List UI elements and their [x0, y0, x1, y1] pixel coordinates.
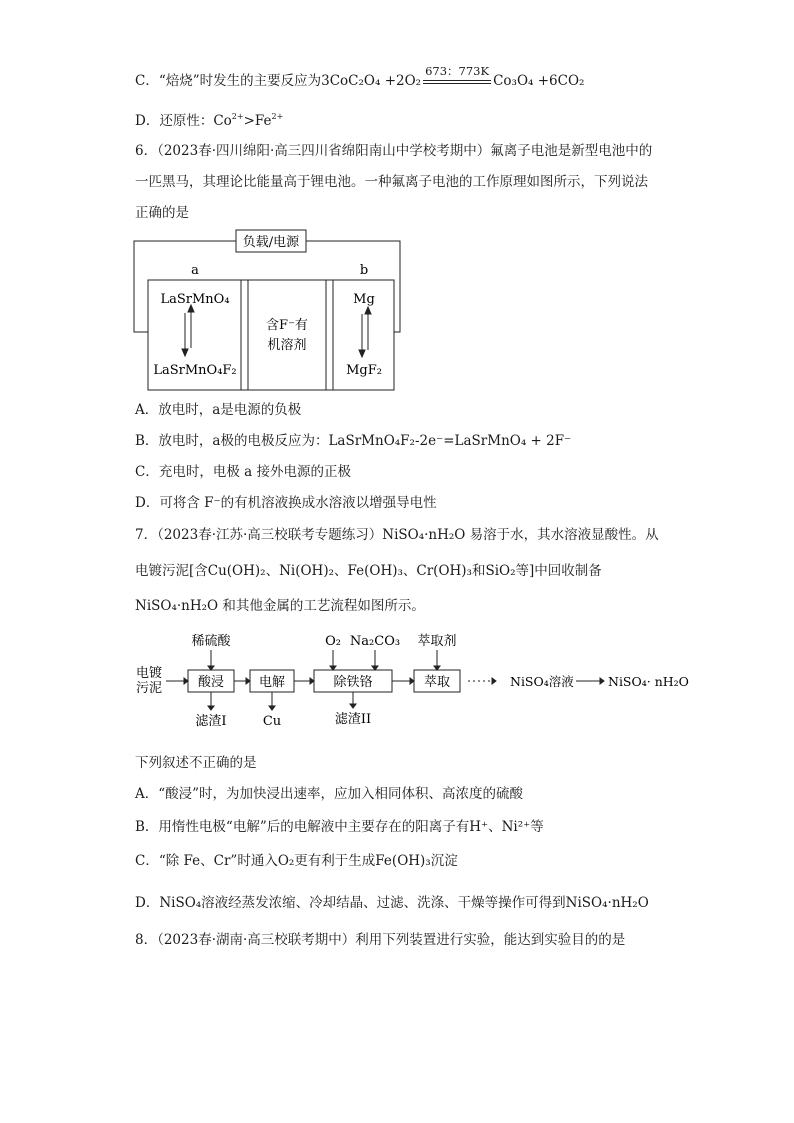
reaction-condition [423, 63, 491, 90]
q7-question: 下列叙述不正确的是 [135, 755, 257, 771]
right-bottom-species: MgF₂ [346, 363, 382, 378]
option-7a: A．“酸浸”时，为加快浸出速率，应加入相同体积、高浓度的硫酸 [135, 786, 524, 802]
option-5d-label: D．还原性： [135, 113, 214, 129]
input-line2: 污泥 [136, 681, 163, 696]
reagent-sodium-carbonate: Na₂CO₃ [349, 634, 401, 649]
option-6d: D．可将含 F⁻的有机溶液换成水溶液以增强导电性 [135, 495, 437, 511]
step-extraction: 萃取 [423, 675, 451, 690]
product-cu: Cu [262, 714, 282, 729]
q7-stem-line2: 电镀污泥[含Cu(OH)₂、Ni(OH)₂、Fe(OH)₃、Cr(OH)₃和SiO₂等]中回收制备 [135, 563, 602, 579]
step-remove-fe-cr: 除铁铬 [333, 675, 373, 690]
residue-1: 滤渣I [195, 714, 227, 729]
option-7c: C．“除 Fe、Cr”时通入O₂更有利于生成Fe(OH)₃沉淀 [135, 853, 458, 869]
left-bottom-species: LaSrMnO₄F₂ [153, 363, 237, 378]
q6-stem-line3: 正确的是 [135, 205, 189, 221]
residue-2: 滤渣II [334, 712, 372, 727]
option-5d-charge1: 2+ [231, 112, 244, 121]
q6-stem-line1: 6．（2023春·四川绵阳·高三四川省绵阳南山中学校考期中）氟离子电池是新型电池中的 [135, 143, 653, 159]
option-6c: C．充电时，电极 a 接外电源的正极 [135, 464, 351, 480]
final-product: NiSO₄· nH₂O [608, 674, 689, 689]
option-5d-species: Co [213, 113, 232, 129]
q6-stem-line2: 一匹黑马，其理论比能量高于锂电池。一种氟离子电池的工作原理如图所示，下列说法 [135, 174, 648, 190]
option-5c-rhs: Co₃O₄ +6CO₂ [493, 73, 585, 89]
option-5c-prefix: C．“焙烧”时发生的主要反应为 [135, 73, 322, 89]
electrolyte-line2: 机溶剂 [267, 338, 307, 353]
electrode-b-label: b [359, 263, 369, 278]
option-7d: D．NiSO₄溶液经蒸发浓缩、冷却结晶、过滤、洗涤、干燥等操作可得到NiSO₄·nH₂O [135, 895, 649, 911]
option-6a: A．放电时，a是电源的负极 [135, 402, 302, 418]
load-label: 负载/电源 [242, 235, 300, 250]
option-5d-charge2: 2+ [271, 112, 284, 121]
option-7b: B．用惰性电极“电解”后的电解液中主要存在的阳离子有H⁺、Ni²⁺等 [135, 819, 544, 835]
step-electrolysis: 电解 [258, 675, 286, 690]
option-6b: B．放电时，a极的电极反应为：LaSrMnO₄F₂-2e⁻=LaSrMnO₄ + 2F⁻ [135, 433, 572, 449]
q7-stem-line3: NiSO₄·nH₂O 和其他金属的工艺流程如图所示。 [135, 598, 425, 614]
reagent-extractant: 萃取剂 [417, 634, 457, 649]
electrolyte-line1: 含F⁻有 [266, 318, 308, 333]
q8-stem-line1: 8．（2023春·湖南·高三校联考期中）利用下列装置进行实验，能达到实验目的的是 [135, 932, 626, 948]
option-5c-lhs: 3CoC₂O₄ +2O₂ [321, 73, 422, 89]
reaction-condition-text: 673：773K [425, 63, 490, 78]
step-acid-leach: 酸浸 [197, 675, 225, 690]
input-line1: 电镀 [136, 666, 163, 681]
nickel-sulfate-solution: NiSO₄溶液 [510, 674, 574, 689]
process-flow-diagram [130, 628, 700, 736]
right-top-species: Mg [353, 292, 375, 307]
battery-diagram [130, 228, 410, 393]
left-top-species: LaSrMnO₄ [160, 292, 230, 307]
reagent-sulfuric-acid: 稀硫酸 [191, 634, 231, 649]
option-5d [135, 108, 283, 130]
q7-stem-line1: 7．（2023春·江苏·高三校联考专题练习）NiSO₄·nH₂O 易溶于水，其水溶液显酸性。从 [135, 527, 659, 543]
electrode-a-label: a [191, 263, 199, 278]
reagent-oxygen: O₂ [325, 634, 341, 649]
option-5d-compare: >Fe [243, 113, 272, 129]
option-5c [135, 63, 585, 90]
